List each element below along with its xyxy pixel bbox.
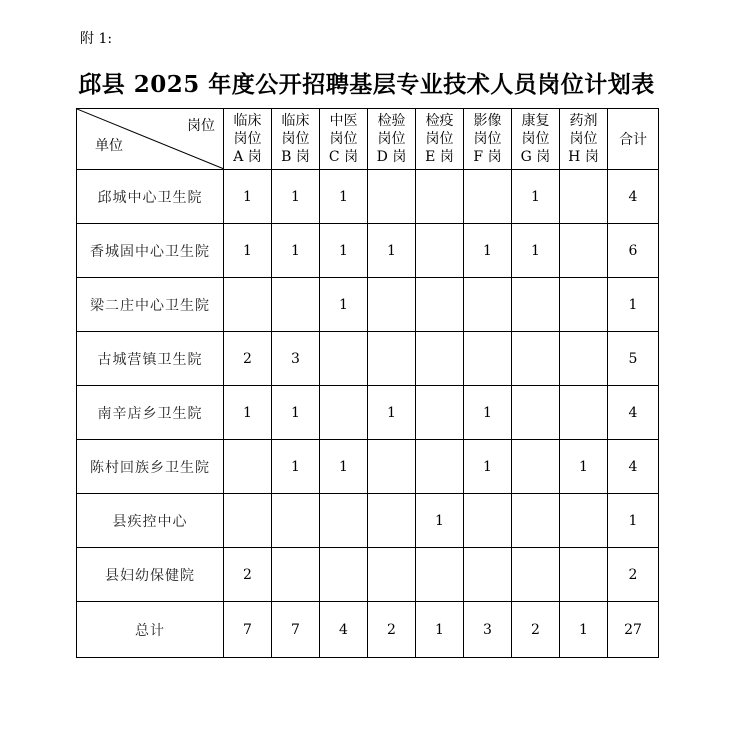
appendix-label: 附 1: (80, 31, 113, 47)
position-count (368, 548, 416, 602)
position-count (416, 548, 464, 602)
position-count: 1 (512, 170, 560, 224)
position-count (224, 440, 272, 494)
column-total: 4 (320, 602, 368, 658)
unit-name: 香城固中心卫生院 (77, 224, 224, 278)
position-header-line: 岗位 (569, 131, 598, 147)
position-count (560, 386, 608, 440)
position-count: 1 (320, 170, 368, 224)
table-row (77, 494, 659, 548)
column-total: 3 (464, 602, 512, 658)
table-row (77, 170, 659, 224)
corner-unit-label: 单位 (95, 138, 123, 154)
position-header-line: 康复 (521, 113, 550, 129)
position-header-line: C 岗 (328, 149, 359, 165)
position-count: 1 (272, 224, 320, 278)
position-count: 1 (224, 386, 272, 440)
position-count (560, 494, 608, 548)
position-count: 1 (512, 224, 560, 278)
position-count: 1 (272, 170, 320, 224)
totals-row (77, 602, 659, 658)
position-count: 1 (464, 224, 512, 278)
position-count (512, 386, 560, 440)
position-count (368, 278, 416, 332)
table-row (77, 224, 659, 278)
row-total: 5 (608, 332, 659, 386)
unit-name: 古城营镇卫生院 (77, 332, 224, 386)
position-count (512, 278, 560, 332)
position-count (272, 548, 320, 602)
row-total: 2 (608, 548, 659, 602)
totals-label: 总计 (77, 602, 224, 658)
position-count (368, 332, 416, 386)
position-count: 1 (272, 440, 320, 494)
position-header-line: 临床 (233, 113, 262, 129)
position-header-line: 岗位 (425, 131, 454, 147)
position-header-line: 岗位 (521, 131, 550, 147)
position-count: 2 (224, 332, 272, 386)
total-header: 合计 (608, 109, 659, 170)
position-count (512, 548, 560, 602)
position-count (416, 386, 464, 440)
unit-name: 陈村回族乡卫生院 (77, 440, 224, 494)
position-count: 1 (560, 440, 608, 494)
position-header-line: 影像 (473, 113, 502, 129)
position-header-line: 岗位 (329, 131, 358, 147)
position-count (464, 170, 512, 224)
position-count: 1 (368, 224, 416, 278)
column-total: 7 (272, 602, 320, 658)
position-count (368, 170, 416, 224)
diagonal-header-cell (77, 109, 224, 170)
column-total: 2 (512, 602, 560, 658)
position-header (416, 109, 464, 170)
row-total: 4 (608, 170, 659, 224)
position-header-line: 药剂 (569, 113, 598, 129)
position-header (224, 109, 272, 170)
corner-position-label: 岗位 (187, 118, 215, 134)
position-count (560, 224, 608, 278)
position-header-line: A 岗 (233, 149, 262, 165)
position-count (512, 440, 560, 494)
position-count (320, 494, 368, 548)
position-count (512, 494, 560, 548)
grand-total: 27 (608, 602, 659, 658)
column-total: 2 (368, 602, 416, 658)
position-header (320, 109, 368, 170)
position-header-line: 检疫 (425, 113, 454, 129)
position-header (560, 109, 608, 170)
position-header-line: E 岗 (425, 149, 454, 165)
position-count (224, 278, 272, 332)
position-count: 1 (224, 224, 272, 278)
position-header-line: F 岗 (473, 149, 502, 165)
position-header-line: D 岗 (376, 149, 407, 165)
position-count (224, 494, 272, 548)
position-count (560, 548, 608, 602)
row-total: 1 (608, 494, 659, 548)
column-total: 1 (560, 602, 608, 658)
unit-name: 县疾控中心 (77, 494, 224, 548)
position-count (416, 278, 464, 332)
position-header-line: 岗位 (377, 131, 406, 147)
position-count (464, 332, 512, 386)
column-total: 1 (416, 602, 464, 658)
position-header-line: B 岗 (281, 149, 310, 165)
unit-name: 县妇幼保健院 (77, 548, 224, 602)
position-header (368, 109, 416, 170)
position-count (464, 494, 512, 548)
position-header-line: H 岗 (568, 149, 599, 165)
position-header-line: 岗位 (233, 131, 262, 147)
unit-name: 梁二庄中心卫生院 (77, 278, 224, 332)
position-count: 3 (272, 332, 320, 386)
position-count (464, 278, 512, 332)
table-row (77, 440, 659, 494)
table-row (77, 386, 659, 440)
position-count (320, 548, 368, 602)
position-header-line: 岗位 (473, 131, 502, 147)
position-count (368, 494, 416, 548)
unit-name: 邱城中心卫生院 (77, 170, 224, 224)
position-count: 1 (320, 224, 368, 278)
row-total: 6 (608, 224, 659, 278)
row-total: 1 (608, 278, 659, 332)
position-count (560, 332, 608, 386)
position-count: 2 (224, 548, 272, 602)
position-header-line: G 岗 (520, 149, 551, 165)
header-row (77, 109, 659, 170)
position-count (416, 224, 464, 278)
position-count (320, 386, 368, 440)
position-header-line: 岗位 (281, 131, 310, 147)
position-count (272, 494, 320, 548)
table-row (77, 278, 659, 332)
position-count (416, 332, 464, 386)
position-count: 1 (368, 386, 416, 440)
position-count (512, 332, 560, 386)
position-count (560, 170, 608, 224)
position-header-line: 中医 (329, 113, 358, 129)
position-header (272, 109, 320, 170)
position-count (272, 278, 320, 332)
position-count (320, 332, 368, 386)
table-row (77, 332, 659, 386)
position-count: 1 (272, 386, 320, 440)
position-count (368, 440, 416, 494)
position-count (560, 278, 608, 332)
position-count: 1 (224, 170, 272, 224)
unit-name: 南辛店乡卫生院 (77, 386, 224, 440)
position-plan-table (76, 108, 659, 658)
position-header (512, 109, 560, 170)
position-count: 1 (464, 440, 512, 494)
position-count (416, 440, 464, 494)
position-header (464, 109, 512, 170)
row-total: 4 (608, 440, 659, 494)
column-total: 7 (224, 602, 272, 658)
position-header-line: 临床 (281, 113, 310, 129)
position-header-line: 检验 (377, 113, 406, 129)
position-count: 1 (416, 494, 464, 548)
position-count: 1 (320, 440, 368, 494)
position-count: 1 (464, 386, 512, 440)
page-title: 邱县 2025 年度公开招聘基层专业技术人员岗位计划表 (78, 71, 655, 98)
position-count: 1 (320, 278, 368, 332)
position-count (464, 548, 512, 602)
table-row (77, 548, 659, 602)
position-count (416, 170, 464, 224)
row-total: 4 (608, 386, 659, 440)
